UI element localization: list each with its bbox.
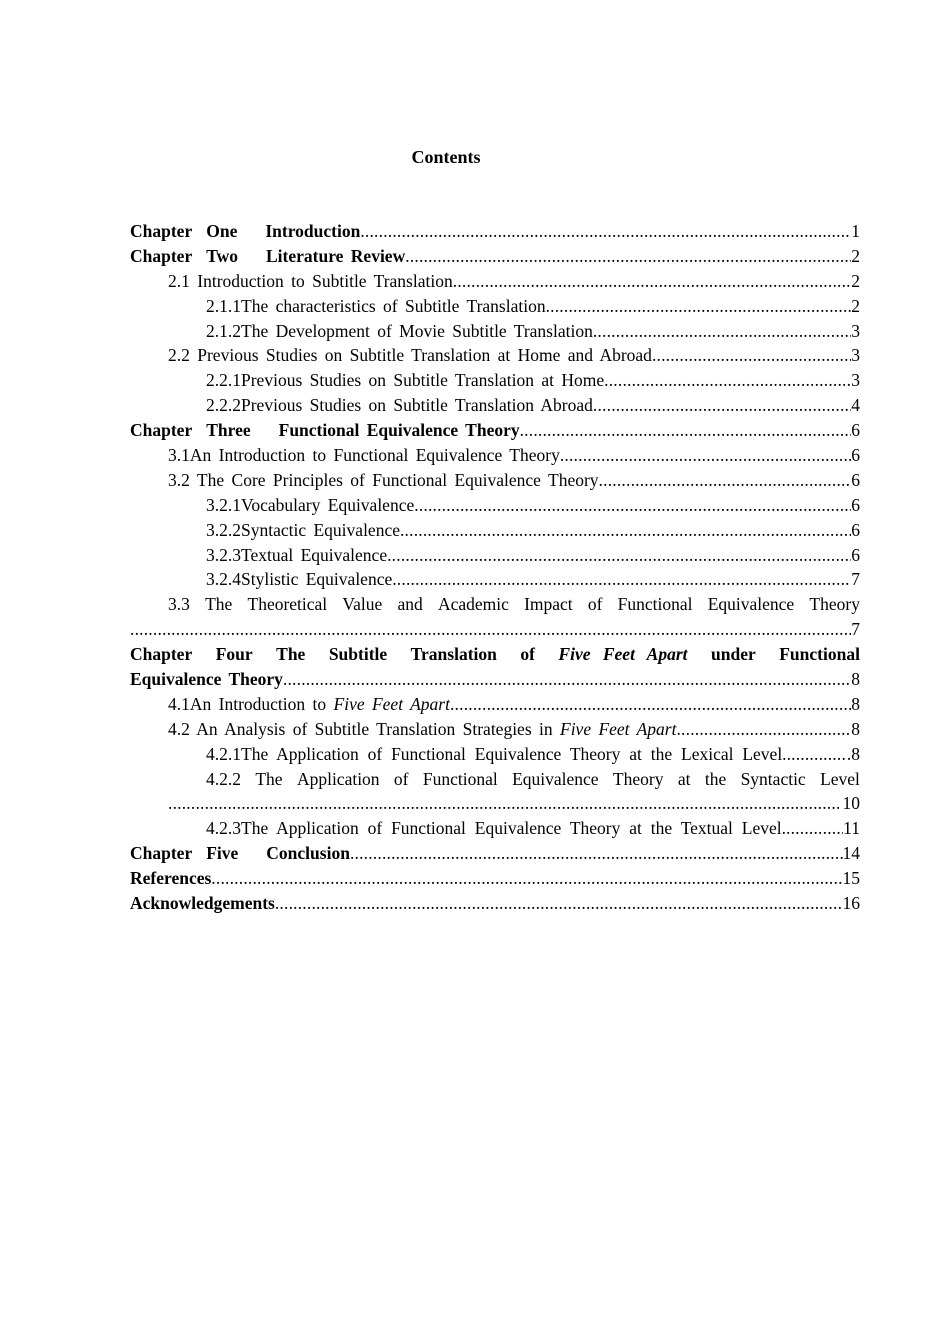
leader-dots — [130, 617, 851, 642]
entry-title: 3.2.2Syntactic Equivalence — [206, 519, 400, 540]
entry-title: 3.2.1Vocabulary Equivalence — [206, 494, 415, 515]
leader-dots — [593, 393, 851, 418]
chapter-title: Literature Review — [265, 245, 406, 266]
leader-dots — [787, 742, 847, 767]
toc-entry-2-1-1[interactable] — [130, 294, 860, 319]
chapter-title: Functional Equivalence Theory — [278, 420, 520, 441]
chapter-number: Three — [206, 420, 251, 441]
page-number: 6 — [851, 445, 860, 466]
page-number: 14 — [842, 843, 860, 864]
entry-title: 3.2 The Core Principles of Functional Equivalence Theory — [168, 469, 599, 490]
entry-title: 2.2.1Previous Studies on Subtitle Translation at Home — [206, 370, 605, 391]
page-number: 2 — [851, 270, 860, 291]
page-number: 8 — [851, 718, 860, 739]
page-number: 6 — [851, 469, 860, 490]
leader-dots — [405, 244, 851, 269]
leader-dots — [168, 791, 839, 816]
entry-title: 3.2.3Textual Equivalence — [206, 544, 388, 565]
toc-entry-3-2-4[interactable] — [130, 567, 860, 592]
film-title: Five Feet Apart — [560, 718, 677, 739]
page-number: 6 — [851, 494, 860, 515]
entry-title: 2.1 Introduction to Subtitle Translation — [168, 270, 453, 291]
page-number: 11 — [843, 818, 860, 839]
leader-dots — [652, 343, 851, 368]
toc-entry-chapter-four-line2[interactable] — [130, 667, 860, 692]
toc-entry-3-1[interactable] — [130, 443, 860, 468]
page-number: 2 — [851, 245, 860, 266]
toc-entry-4-1[interactable] — [130, 692, 860, 717]
entry-title: 4.2.1The Application of Functional Equivalence Theory at the Lexical Level. — [206, 743, 787, 764]
toc-entry-3-2[interactable] — [130, 468, 860, 493]
entry-title: References — [130, 868, 212, 889]
entry-title: Acknowledgements — [130, 893, 275, 914]
page-number: 6 — [851, 544, 860, 565]
toc-entry-4-2-3[interactable] — [130, 816, 860, 841]
toc-entry-3-3-line2[interactable] — [130, 617, 860, 642]
entry-title: 3.2.4Stylistic Equivalence — [206, 569, 393, 590]
leader-dots — [520, 418, 852, 443]
toc-entry-chapter-five[interactable] — [130, 841, 860, 866]
leader-dots — [546, 294, 852, 319]
page-number: 6 — [851, 420, 860, 441]
entry-title: 2.2.2Previous Studies on Subtitle Translation Abroad — [206, 395, 593, 416]
toc-entry-2-2-2[interactable] — [130, 393, 860, 418]
chapter-number: Two — [206, 245, 238, 266]
chapter-label: Chapter — [130, 420, 193, 441]
toc-entry-2-2[interactable] — [130, 343, 860, 368]
leader-dots — [599, 468, 852, 493]
leader-dots — [360, 219, 851, 244]
leader-dots — [450, 692, 851, 717]
toc-entry-3-3-line1[interactable] — [130, 592, 860, 617]
leader-dots — [786, 816, 843, 841]
page-number: 7 — [851, 619, 860, 640]
toc-entry-references[interactable] — [130, 866, 860, 891]
toc-entry-2-1-2[interactable] — [130, 319, 860, 344]
entry-title: 4.2 An Analysis of Subtitle Translation Strategies in Five Feet Apart — [168, 718, 677, 739]
leader-dots — [604, 368, 851, 393]
chapter-title: Conclusion — [266, 843, 350, 864]
toc-entry-3-2-1[interactable] — [130, 493, 860, 518]
leader-dots — [400, 518, 851, 543]
page-number: 3 — [851, 345, 860, 366]
page-number: 6 — [851, 519, 860, 540]
leader-dots — [283, 667, 851, 692]
chapter-title: Chapter Four The Subtitle Translation of Five Feet Apart under Functional — [130, 642, 860, 667]
table-of-contents — [130, 219, 860, 916]
toc-entry-acknowledgements[interactable] — [130, 891, 860, 916]
page-number: 16 — [842, 893, 860, 914]
toc-entry-4-2-2-line1[interactable] — [130, 767, 860, 792]
chapter-label: Chapter — [130, 221, 193, 241]
page-number: .8 — [846, 743, 860, 764]
entry-title: 4.1An Introduction to Five Feet Apart — [168, 693, 450, 714]
leader-dots — [392, 567, 851, 592]
toc-entry-chapter-one[interactable] — [130, 219, 860, 244]
chapter-title-cont: Equivalence Theory — [130, 669, 283, 690]
leader-dots — [275, 891, 843, 916]
page-number: 10 — [842, 793, 860, 814]
chapter-number: Five — [206, 843, 239, 864]
page-number: 4 — [851, 395, 860, 416]
entry-title: 2.1.1The characteristics of Subtitle Translation — [206, 295, 546, 316]
film-title: Five Feet Apart — [333, 693, 450, 714]
leader-dots — [414, 493, 851, 518]
toc-entry-chapter-three[interactable] — [130, 418, 860, 443]
toc-entry-4-2-1[interactable] — [130, 742, 860, 767]
toc-entry-2-1[interactable] — [130, 269, 860, 294]
leader-dots — [350, 841, 843, 866]
chapter-label: Chapter — [130, 843, 193, 864]
leader-dots — [560, 443, 851, 468]
page-number: 3 — [851, 370, 860, 391]
toc-entry-2-2-1[interactable] — [130, 368, 860, 393]
entry-title: 4.2.2 The Application of Functional Equivalence Theory at the Syntactic Level — [206, 768, 860, 789]
page-number: 8 — [851, 669, 860, 690]
toc-entry-3-2-2[interactable] — [130, 518, 860, 543]
page-number: 7 — [851, 569, 860, 590]
leader-dots — [593, 319, 851, 344]
toc-entry-chapter-two[interactable] — [130, 244, 860, 269]
leader-dots — [676, 717, 851, 742]
entry-title: 2.2 Previous Studies on Subtitle Translation at Home and Abroad — [168, 345, 652, 366]
page-number: 1 — [851, 221, 860, 241]
entry-title: 4.2.3The Application of Functional Equivalence Theory at the Textual Level. — [206, 818, 787, 839]
chapter-title: Introduction — [265, 221, 361, 241]
page-number: 15 — [842, 868, 860, 889]
chapter-label: Chapter — [130, 245, 193, 266]
chapter-number: One — [206, 221, 238, 241]
film-title: Five Feet Apart — [558, 644, 688, 665]
toc-entry-3-2-3[interactable] — [130, 543, 860, 568]
leader-dots — [387, 543, 851, 568]
toc-entry-4-2[interactable] — [130, 717, 860, 742]
toc-entry-4-2-2-line2[interactable] — [130, 791, 860, 816]
toc-entry-chapter-four-line1[interactable] — [130, 642, 860, 667]
entry-title: 3.3 The Theoretical Value and Academic Impact of Functional Equivalence Theory — [168, 594, 860, 615]
page-number: 3 — [851, 320, 860, 341]
page-number: 2 — [851, 295, 860, 316]
contents-title: Contents — [411, 147, 481, 167]
leader-dots — [453, 269, 852, 294]
entry-title: 2.1.2The Development of Movie Subtitle Translation — [206, 320, 593, 341]
page-number: 8 — [851, 693, 860, 714]
leader-dots — [211, 866, 842, 891]
entry-title: 3.1An Introduction to Functional Equivalence Theory — [168, 445, 560, 466]
